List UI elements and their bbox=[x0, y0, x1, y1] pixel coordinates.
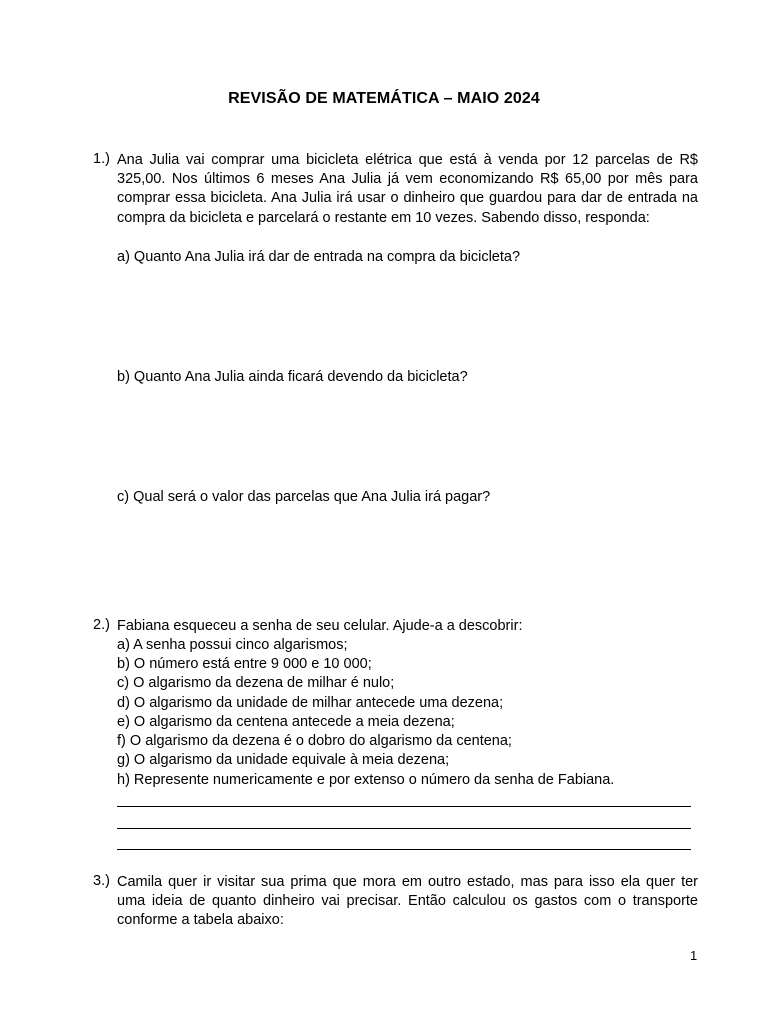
answer-line bbox=[117, 828, 691, 829]
answer-line bbox=[117, 806, 691, 807]
question-2-item-c: c) O algarismo da dezena de milhar é nulo; bbox=[117, 675, 395, 691]
question-2-item-h: h) Represente numericamente e por extenso o número da senha de Fabiana. bbox=[117, 772, 615, 788]
question-1c: c) Qual será o valor das parcelas que Ana Julia irá pagar? bbox=[117, 489, 491, 505]
question-1b: b) Quanto Ana Julia ainda ficará devendo da bicicleta? bbox=[117, 369, 468, 385]
answer-line bbox=[117, 849, 691, 850]
question-1-number: 1.) bbox=[93, 151, 110, 167]
document-title: REVISÃO DE MATEMÁTICA – MAIO 2024 bbox=[228, 90, 540, 107]
question-2-item-g: g) O algarismo da unidade equivale à meia dezena; bbox=[117, 752, 450, 768]
question-3-text: Camila quer ir visitar sua prima que mora em outro estado, mas para isso ela quer ter uma ideia de quanto dinheiro vai precisar. Então calculou os gastos com o transporte conforme a tabela abaixo: bbox=[117, 874, 698, 929]
question-2-intro: Fabiana esqueceu a senha de seu celular. Ajude-a a descobrir: bbox=[117, 618, 523, 634]
question-1-text: Ana Julia vai comprar uma bicicleta elétrica que está à venda por 12 parcelas de R$ 325,00. Nos últimos 6 meses Ana Julia já vem economizando R$ 65,00 por mês para comprar essa bicicleta. Ana Julia irá usar o dinheiro que guardou para dar de entrada na compra da bicicleta e parcelará o restante em 10 vezes. Sabendo disso, responda: bbox=[117, 152, 698, 226]
question-2-item-a: a) A senha possui cinco algarismos; bbox=[117, 637, 348, 653]
page-number: 1 bbox=[690, 948, 698, 963]
question-1a: a) Quanto Ana Julia irá dar de entrada na compra da bicicleta? bbox=[117, 249, 521, 265]
question-3-number: 3.) bbox=[93, 873, 110, 889]
question-2-item-f: f) O algarismo da dezena é o dobro do algarismo da centena; bbox=[117, 733, 512, 749]
question-2-item-b: b) O número está entre 9 000 e 10 000; bbox=[117, 656, 372, 672]
question-2-item-e: e) O algarismo da centena antecede a meia dezena; bbox=[117, 714, 455, 730]
question-2-number: 2.) bbox=[93, 617, 110, 633]
question-2-item-d: d) O algarismo da unidade de milhar antecede uma dezena; bbox=[117, 695, 504, 711]
